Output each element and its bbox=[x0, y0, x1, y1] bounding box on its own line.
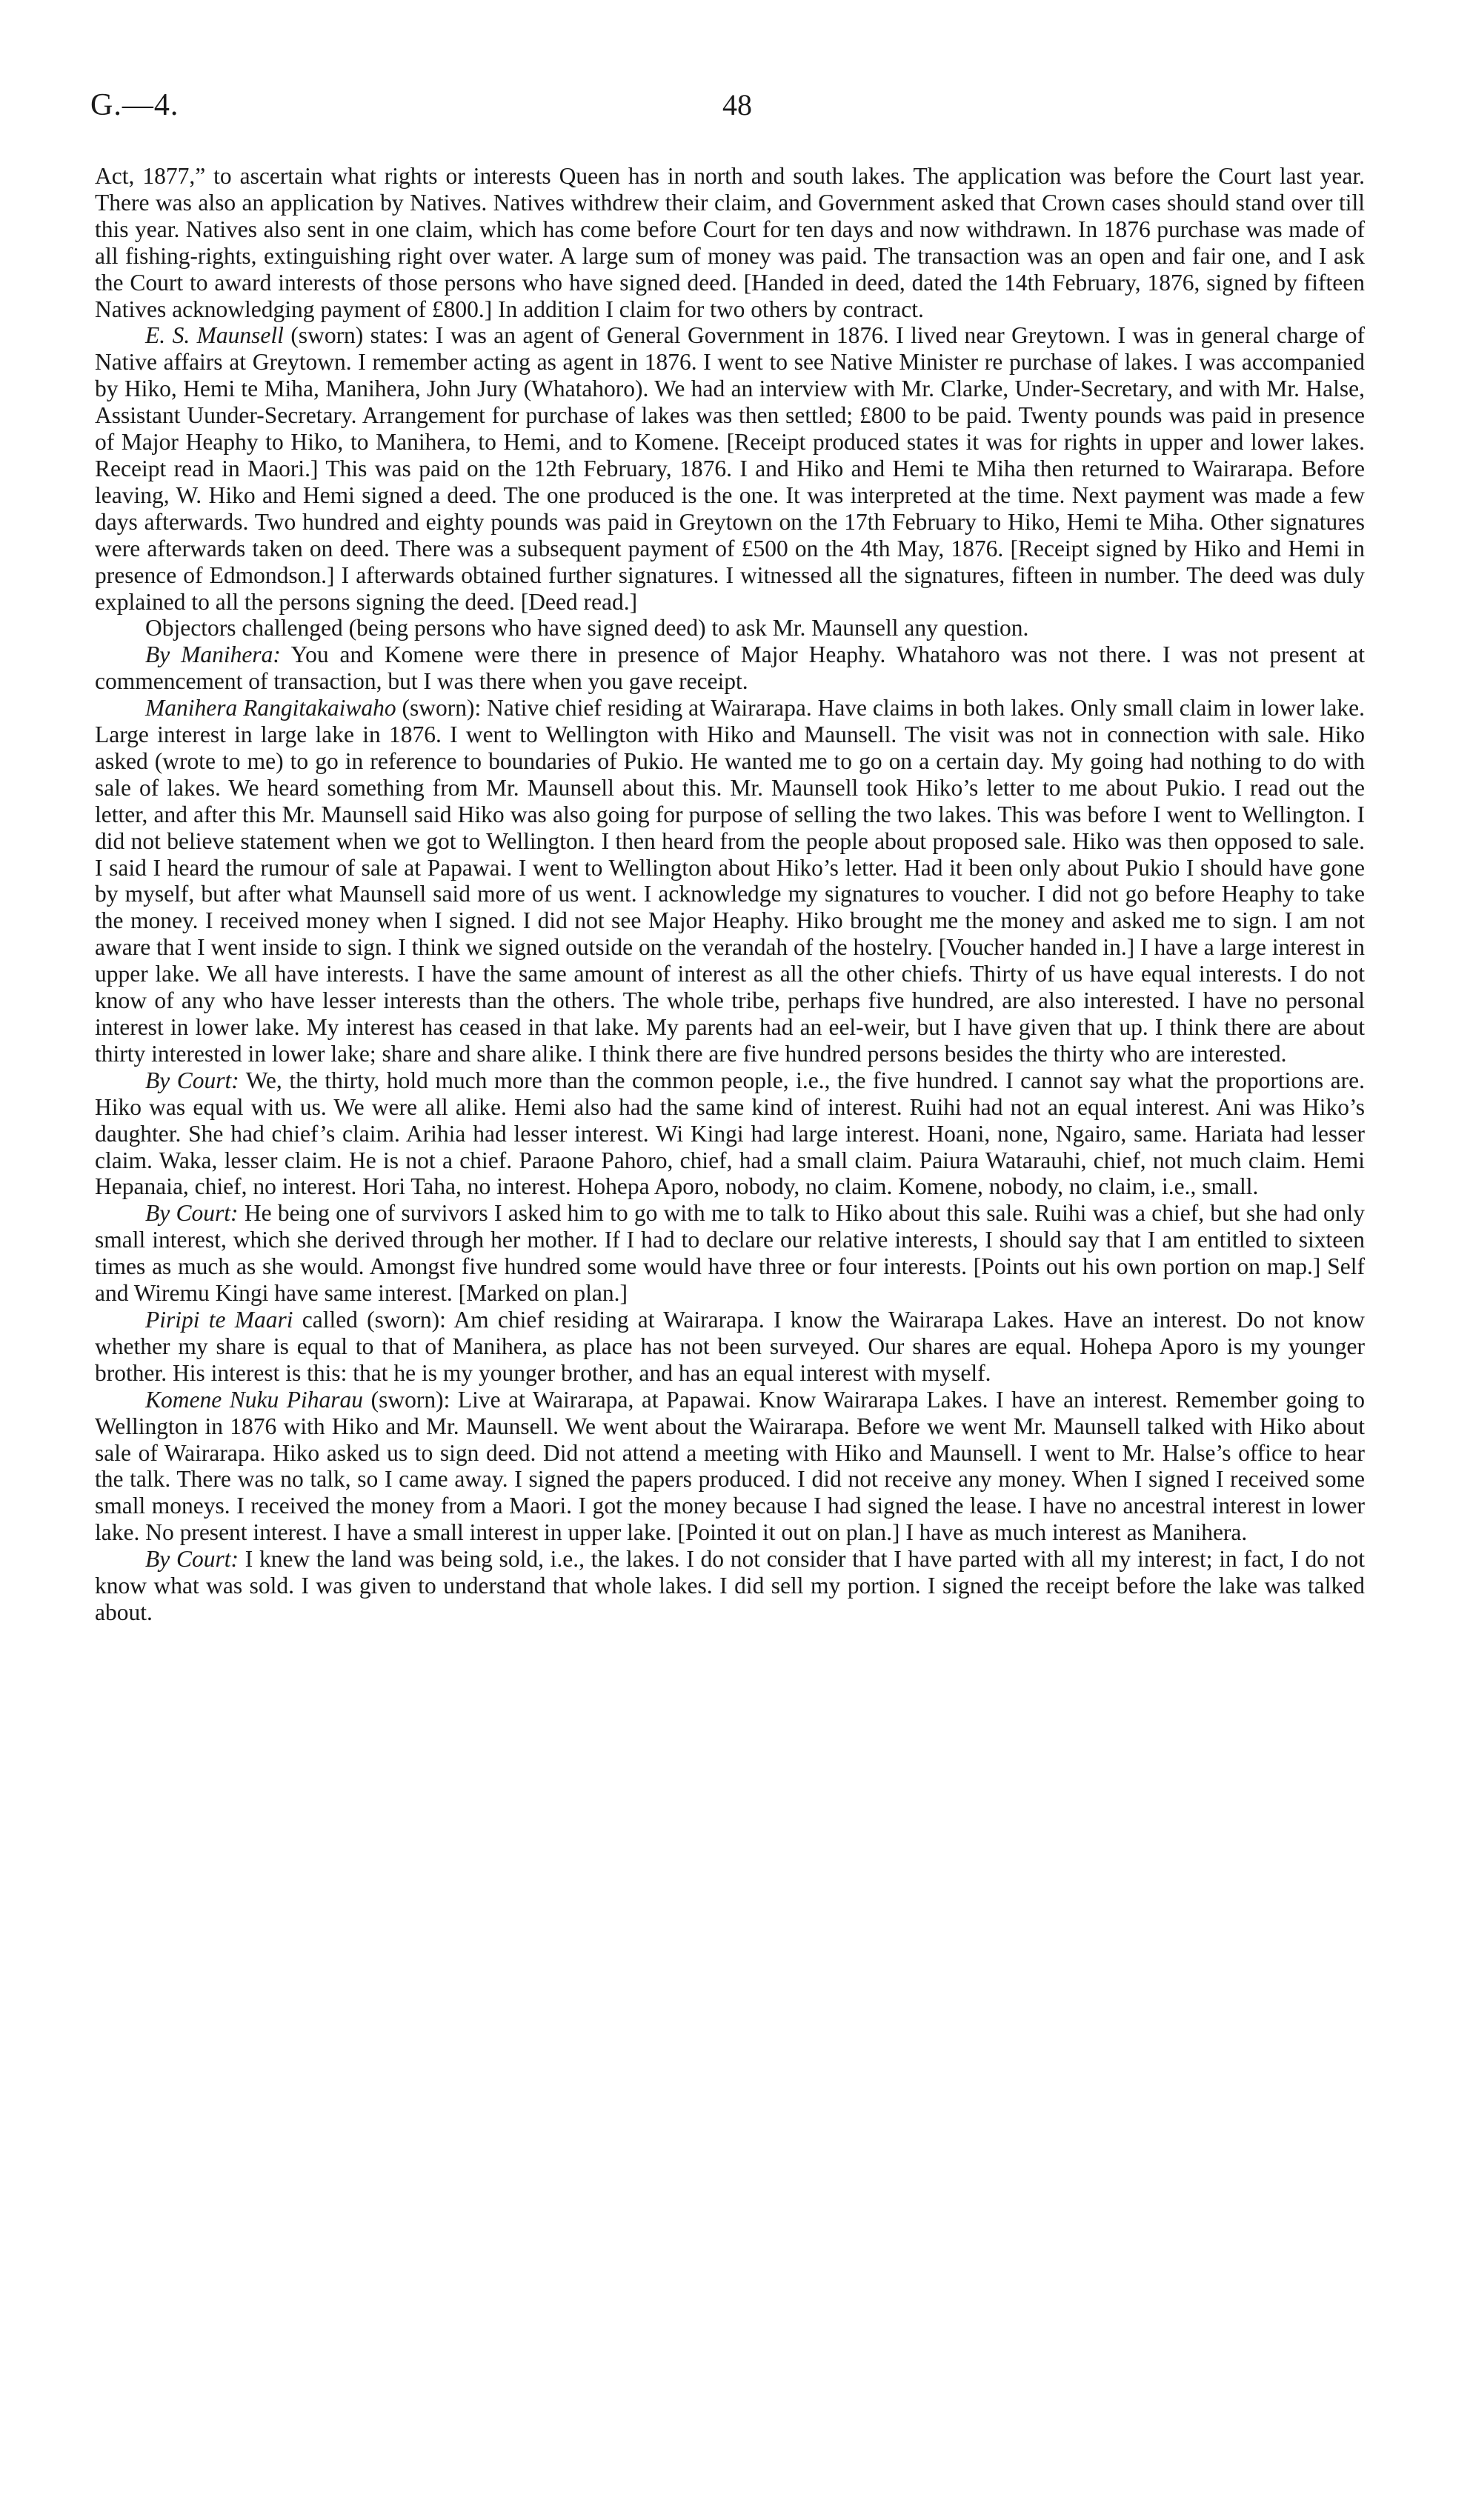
paragraph-text: We, the thirty, hold much more than the common people, i.e., the five hundred. I cannot say what the proportions are. Hiko was equal with us. We were all alike. Hemi also had the same kind of interest. Ruihi had not an equal interest. Ani was Hiko’s daughter. She had chief’s claim. Arihia had lesser interest. Wi Kingi had large interest. Hoani, none, Ngairo, same. Hariata had lesser claim. Waka, lesser claim. He is not a chief. Paraone Pahoro, chief, had a small claim. Paiura Watarauhi, chief, not much claim. Hemi Hepanaia, chief, no interest. Hori Taha, no interest. Hohepa Aporo, nobody, no claim. Komene, nobody, no claim, i.e., small. bbox=[95, 1067, 1366, 1200]
paragraph bbox=[95, 641, 1365, 695]
paragraph bbox=[95, 1067, 1365, 1201]
speaker-name: Piripi te Maari bbox=[145, 1306, 293, 1333]
speaker-name: By Court: bbox=[145, 1200, 239, 1227]
paragraph-text: (sworn): Live at Wairarapa, at Papawai. Know Wairarapa Lakes. I have an interest. Remember going to Wellington in 1876 with Hiko and Mr. Maunsell. We went about the Wairarapa. Before we went Mr. Maunsell talked with Hiko about sale of Wairarapa. Hiko asked us to sign deed. Did not attend a meeting with Hiko and Maunsell. I went to Mr. Halse’s office to hear the talk. There was no talk, so I came away. I signed the papers produced. I did not receive any money. When I signed I received some small moneys. I received the money from a Maori. I got the money because I had signed the lease. I have no ancestral interest in lower lake. No present interest. I have a small interest in upper lake. [Pointed it out on plan.] I have as much interest as Manihera. bbox=[95, 1386, 1366, 1546]
speaker-name: By Manihera: bbox=[145, 641, 281, 668]
speaker-name: E. S. Maunsell bbox=[145, 322, 284, 349]
paragraph-text: (sworn) states: I was an agent of General Government in 1876. I lived near Greytown. I was in general charge of Native affairs at Greytown. I remember acting as agent in 1876. I went to see Native Minister re purchase of lakes. I was accompanied by Hiko, Hemi te Miha, Manihera, John Jury (Whatahoro). We had an interview with Mr. Clarke, Under-Secretary, and with Mr. Halse, Assistant Uunder-Secretary. Arrangement for purchase of lakes was then settled; £800 to be paid. Twenty pounds was paid in presence of Major Heaphy to Hiko, to Manihera, to Hemi, and to Komene. [Receipt produced states it was for rights in upper and lower lakes. Receipt read in Maori.] This was paid on the 12th February, 1876. I and Hiko and Hemi te Miha then returned to Wairarapa. Before leaving, W. Hiko and Hemi signed a deed. The one produced is the one. It was interpreted at the time. Next payment was made a few days afterwards. Two hundred and eighty pounds was paid in Greytown on the 17th February to Hiko, Hemi te Miha. Other signatures were afterwards taken on deed. There was a subsequent payment of £500 on the 4th May, 1876. [Receipt signed by Hiko and Hemi in presence of Edmondson.] I afterwards obtained further signatures. I witnessed all the signatures, fifteen in number. The deed was duly explained to all the persons signing the deed. [Deed read.] bbox=[95, 322, 1365, 615]
paragraph bbox=[95, 1387, 1365, 1546]
speaker-name: By Court: bbox=[145, 1546, 239, 1573]
paragraph-text: You and Komene were there in presence of Major Heaphy. Whatahoro was not there. I was not present at commencement of transaction, but I was there when you gave receipt. bbox=[95, 641, 1365, 695]
body-text bbox=[95, 163, 1365, 1626]
page-number: 48 bbox=[722, 88, 752, 121]
paragraph bbox=[95, 322, 1365, 615]
paragraph-text: Act, 1877,” to ascertain what rights or interests Queen has in north and south lakes. The application was before the Court last year. There was also an application by Natives. Natives withdrew their claim, and Government asked that Crown cases should stand over till this year. Natives also sent in one claim, which has come before Court for ten days and now withdrawn. In 1876 purchase was made of all fishing-rights, extinguishing right over water. A large sum of money was paid. The transaction was an open and fair one, and I ask the Court to award interests of those persons who have signed deed. [Handed in deed, dated the 14th February, 1876, signed by fifteen Natives acknowledging payment of £800.] In addition I claim for two others by contract. bbox=[95, 163, 1365, 322]
paragraph bbox=[95, 163, 1365, 322]
document-id: G.—4. bbox=[90, 88, 179, 122]
speaker-name: By Court: bbox=[145, 1067, 239, 1093]
paragraph-text: (sworn): Native chief residing at Wairarapa. Have claims in both lakes. Only small claim in lower lake. Large interest in large lake in 1876. I went to Wellington with Hiko and Maunsell. The visit was not in connection with sale. Hiko asked (wrote to me) to go in reference to boundaries of Pukio. He wanted me to go on a certain day. My going had nothing to do with sale of lakes. We heard something from Mr. Maunsell about this. Mr. Maunsell took Hiko’s letter to me about Pukio. I read out the letter, and after this Mr. Maunsell said Hiko was also going for purpose of selling the two lakes. This was before I went to Wellington. I did not believe statement when we got to Wellington. I then heard from the people about proposed sale. Hiko was then opposed to sale. I said I heard the rumour of sale at Papawai. I went to Wellington about Hiko’s letter. Had it been only about Pukio I should have gone by myself, but after what Maunsell said more of us went. I acknowledge my signatures to voucher. I did not go before Heaphy to take the money. I received money when I signed. I did not see Major Heaphy. Hiko brought me the money and asked me to sign. I am not aware that I went inside to sign. I think we signed outside on the verandah of the hostelry. [Voucher handed in.] I have a large interest in upper lake. We all have interests. I have the same amount of interest as all the other chiefs. Thirty of us have equal interests. I do not know of any who have lesser interests than the others. The whole tribe, perhaps five hundred, are also interested. I have no personal interest in lower lake. My interest has ceased in that lake. My parents had an eel-weir, but I have given that up. I think there are about thirty interested in lower lake; share and share alike. I think there are five hundred persons besides the thirty who are interested. bbox=[95, 695, 1365, 1067]
paragraph bbox=[95, 1546, 1365, 1626]
paragraph-text: Objectors challenged (being persons who have signed deed) to ask Mr. Maunsell any question. bbox=[145, 615, 1029, 641]
paragraph-text: He being one of survivors I asked him to go with me to talk to Hiko about this sale. Ruihi was a chief, but she had only small interest, which she derived through her mother. If I had to declare our relative interests, I should say that I am entitled to sixteen times as much as she would. Amongst five hundred some would have three or four interests. [Points out his own portion on map.] Self and Wiremu Kingi have same interest. [Marked on plan.] bbox=[95, 1200, 1366, 1307]
paragraph-text: I knew the land was being sold, i.e., the lakes. I do not consider that I have parted with all my interest; in fact, I do not know what was sold. I was given to understand that whole lakes. I did sell my portion. I signed the receipt before the lake was talked about. bbox=[95, 1546, 1366, 1625]
paragraph bbox=[95, 1307, 1365, 1387]
speaker-name: Manihera Rangitakaiwaho bbox=[145, 695, 396, 721]
paragraph bbox=[95, 615, 1365, 641]
paragraph-text: called (sworn): Am chief residing at Wairarapa. I know the Wairarapa Lakes. Have an interest. Do not know whether my share is equal to that of Manihera, as place has not been surveyed. Our shares are equal. Hohepa Aporo is my younger brother. His interest is this: that he is my younger brother, and has an equal interest with myself. bbox=[95, 1306, 1365, 1386]
speaker-name: Komene Nuku Piharau bbox=[145, 1386, 364, 1413]
paragraph bbox=[95, 1200, 1365, 1307]
paragraph bbox=[95, 695, 1365, 1067]
page-header bbox=[90, 87, 1368, 132]
